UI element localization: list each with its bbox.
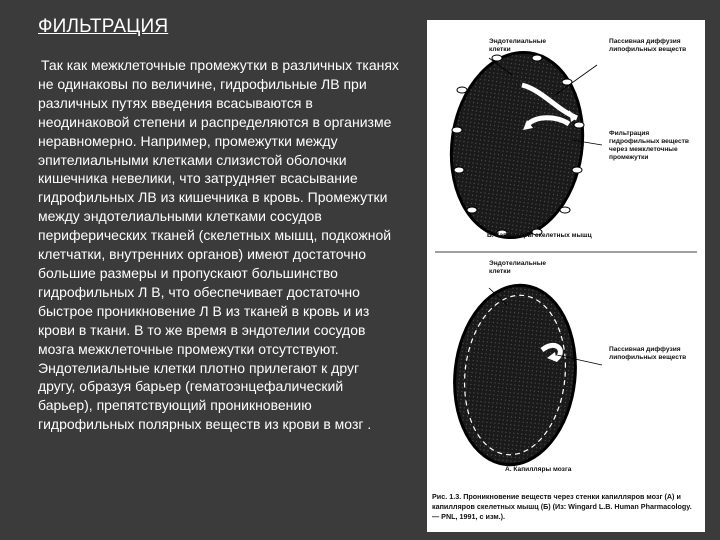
- label-passive-diffusion-bottom: Пассивная диффузия липофильных веществ: [609, 346, 687, 361]
- label-passive-diffusion-top: Пассивная диффузия липофильных веществ: [609, 38, 687, 53]
- slide-body-text: Так как межклеточные промежутки в различных тканях не одинаковы по величине, гидрофильные ЛВ при различных путях введения всасываются в неодинаковой степени и распределяются в организме неравномерно. Например, промежутки между эпителиальными клетками слизистой оболочки кишечника невелики, что затрудняет всасывание гидрофильных ЛВ из кишечника в кровь. Промежутки между эндотелиальными клетками сосудов периферических тканей (скелетных мышц, подкожной клетчатки, внутренних органов) имеют достаточно большие размеры и пропускают большинство гидрофильных Л В, что обеспечивает достаточно быстрое проникновение Л В из тканей в кровь и из крови в ткани. В то же время в эндотелии сосудов мозга межклеточные промежутки отсутствуют. Эндотелиальные клетки плотно прилегают к друг другу, образуя барьер (гематоэнцефалический барьер), препятствующий проникновению гидрофильных полярных веществ из крови в мозг .: [38, 57, 399, 433]
- slide-title: ФИЛЬТРАЦИЯ: [38, 16, 169, 37]
- label-endothelial-top: Эндотелиальные клетки: [489, 38, 547, 53]
- figure-caption: Рис. 1.3. Проникновение веществ через стенки капилляров мозг (А) и капилляров скелетных мышц (Б) (Из: Wingard L.B. Human Pharmacology. — PNL, 1991, с изм.).: [432, 492, 692, 521]
- muscle-capillary: [440, 44, 602, 246]
- label-brain-capillary: А. Капилляры мозга: [505, 466, 572, 473]
- label-endothelial-bottom: Эндотелиальные клетки: [489, 260, 547, 275]
- label-muscle-capillary: Б. Капилляры скелетных мышц: [487, 232, 592, 239]
- brain-capillary: [446, 279, 602, 471]
- label-filtration: Фильтрация гидрофильных веществ через межклеточные промежутки: [609, 130, 689, 161]
- capillary-diagram: [427, 20, 705, 532]
- capillary-figure: [427, 20, 705, 532]
